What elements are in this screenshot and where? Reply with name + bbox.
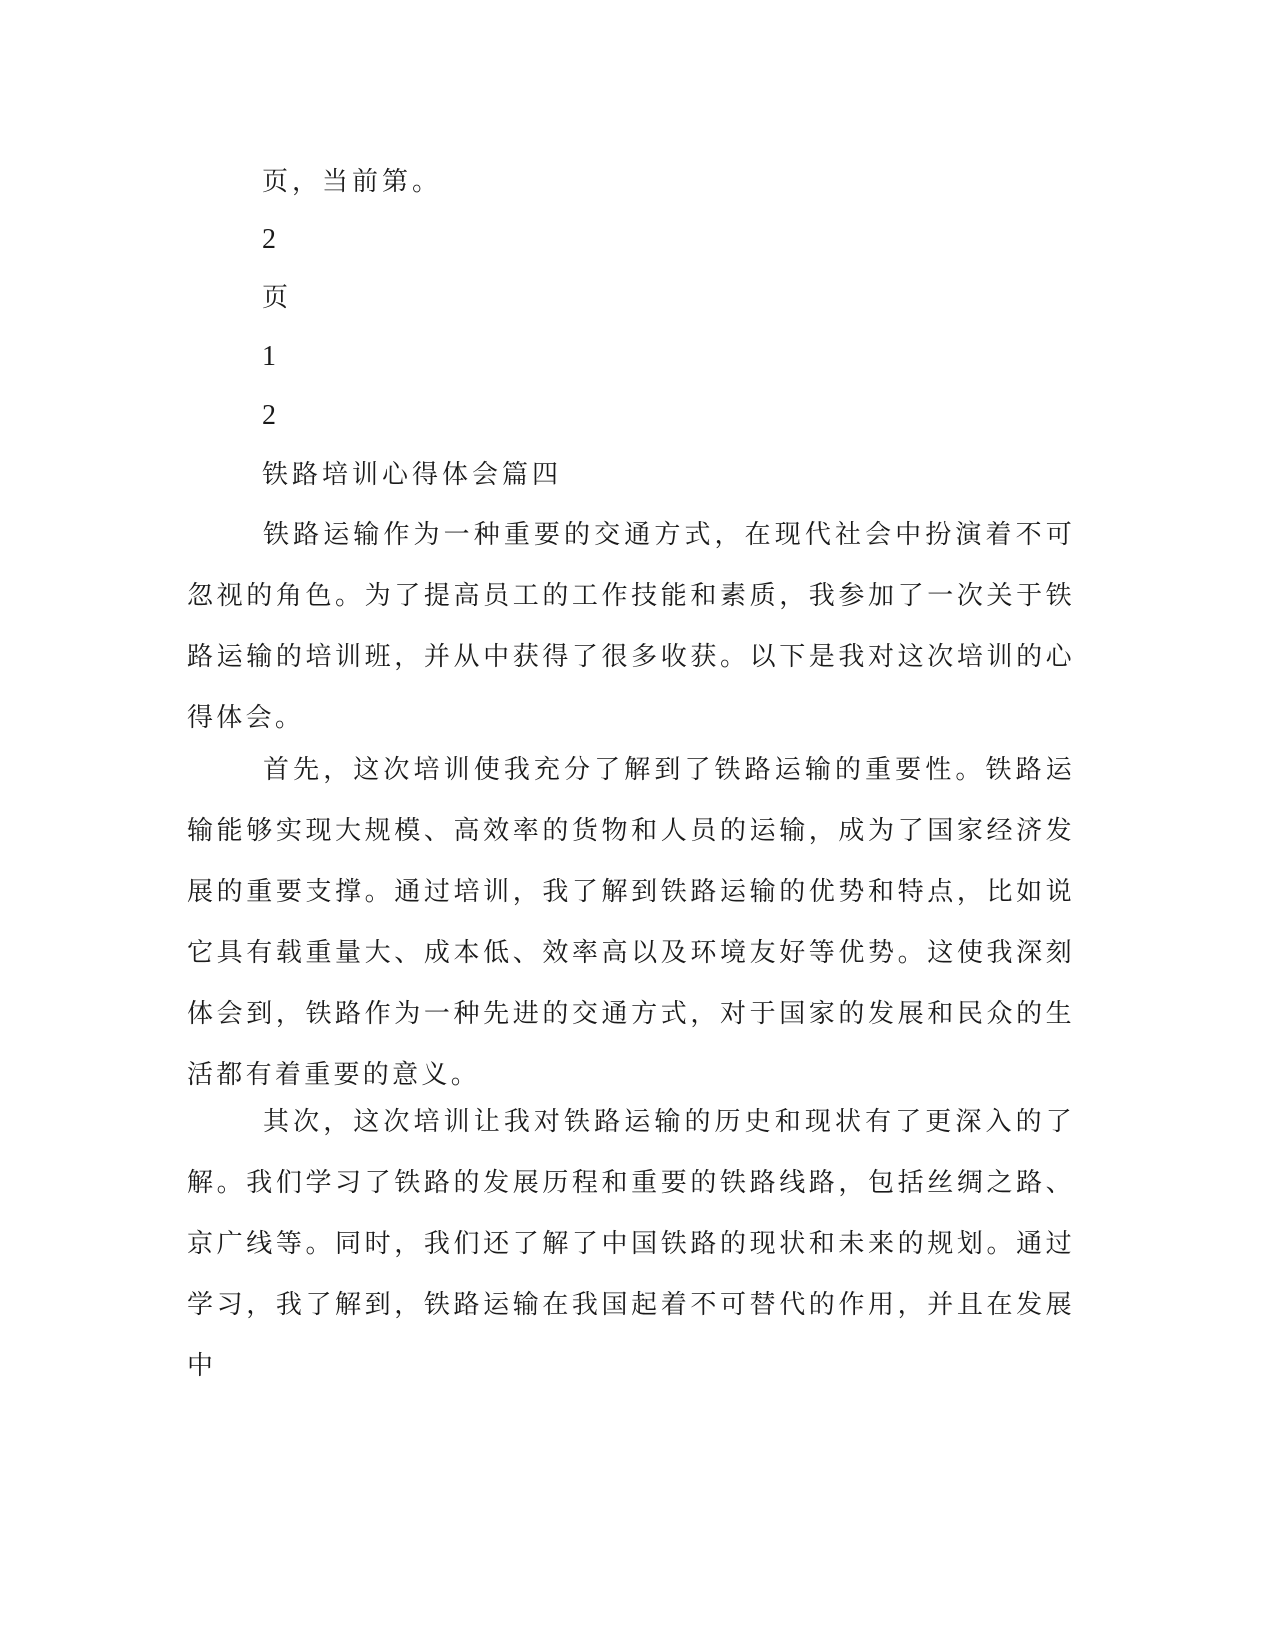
page-nav-text: 页，当前第。 bbox=[262, 167, 443, 197]
page-nav-unit: 页 bbox=[262, 283, 293, 313]
paragraph-intro: 铁路运输作为一种重要的交通方式，在现代社会中扮演着不可忽视的角色。为了提高员工的工作技能和素质，我参加了一次关于铁路运输的培训班，并从中获得了很多收获。以下是我对这次培训的心得体会。 bbox=[187, 520, 1075, 733]
page-total-number: 2 bbox=[262, 224, 280, 255]
page-link-2[interactable]: 2 bbox=[262, 400, 280, 431]
paragraph-second: 其次，这次培训让我对铁路运输的历史和现状有了更深入的了解。我们学习了铁路的发展历程和重要的铁路线路，包括丝绸之路、京广线等。同时，我们还了解了中国铁路的现状和未来的规划。通过学习，我了解到，铁路运输在我国起着不可替代的作用，并且在发展中 bbox=[187, 1107, 1075, 1381]
paragraph-first: 首先，这次培训使我充分了解到了铁路运输的重要性。铁路运输能够实现大规模、高效率的货物和人员的运输，成为了国家经济发展的重要支撑。通过培训，我了解到铁路运输的优势和特点，比如说它具有载重量大、成本低、效率高以及环境友好等优势。这使我深刻体会到，铁路作为一种先进的交通方式，对于国家的发展和民众的生活都有着重要的意义。 bbox=[187, 755, 1075, 1090]
page-link-1[interactable]: 1 bbox=[262, 341, 280, 372]
section-heading: 铁路培训心得体会篇四 bbox=[262, 460, 563, 490]
